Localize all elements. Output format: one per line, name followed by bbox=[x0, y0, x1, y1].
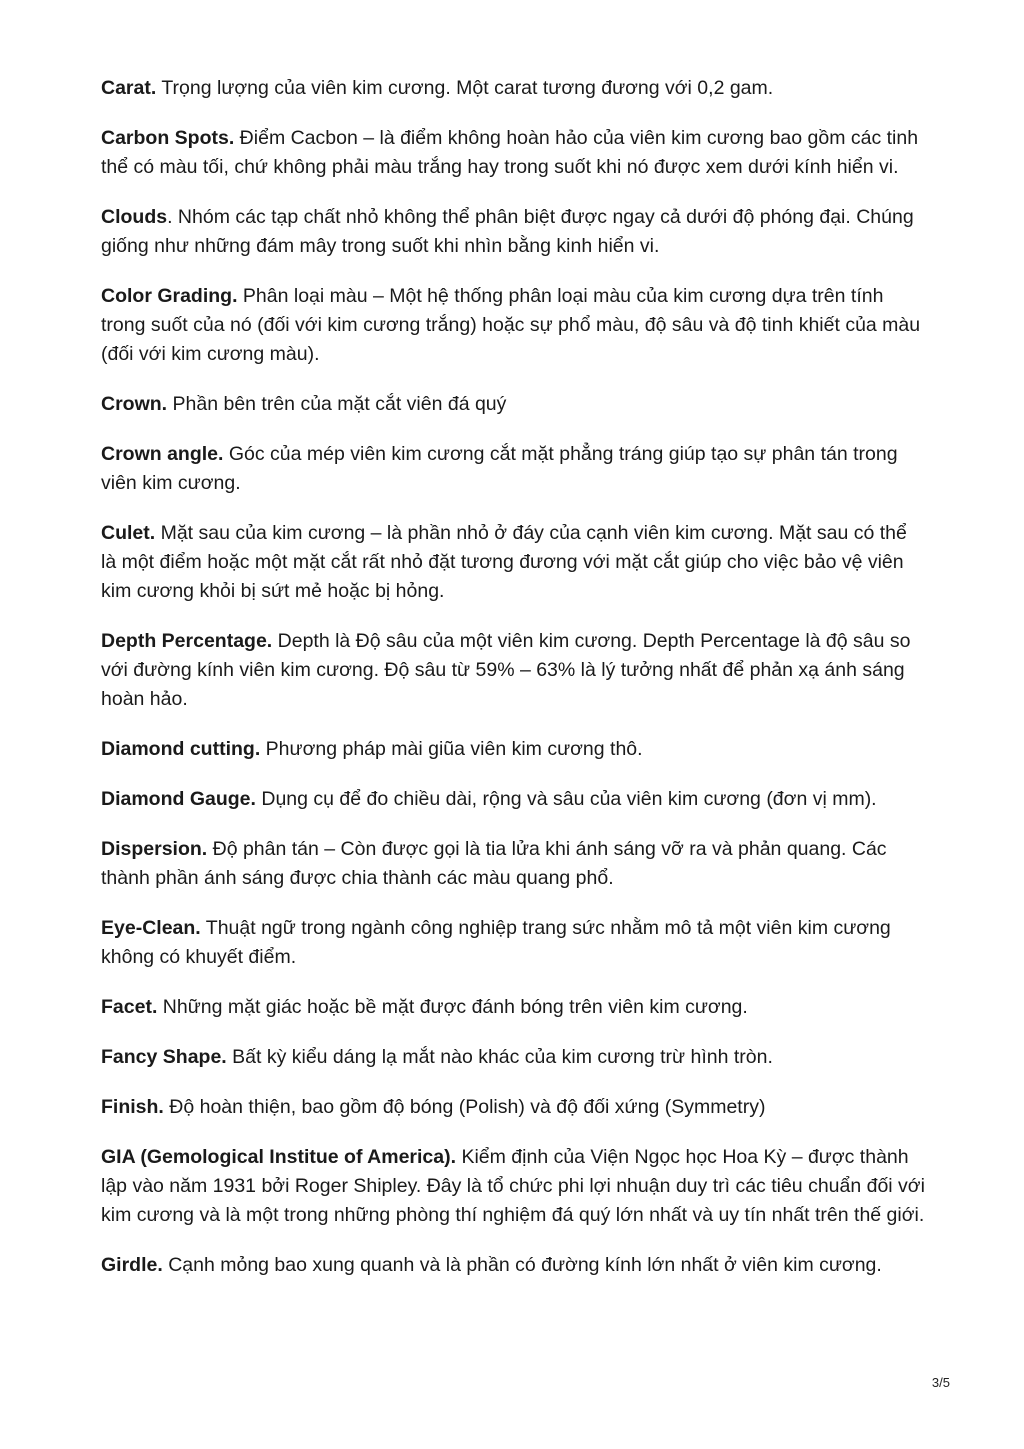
glossary-entry-clouds bbox=[101, 203, 925, 261]
glossary-list bbox=[101, 74, 925, 1301]
glossary-term: Color Grading. bbox=[101, 285, 238, 307]
glossary-term: Diamond cutting. bbox=[101, 738, 261, 760]
glossary-entry-color-grading bbox=[101, 282, 925, 369]
glossary-definition: Phương pháp mài giũa viên kim cương thô. bbox=[260, 738, 643, 760]
glossary-term: Facet. bbox=[101, 996, 158, 1018]
glossary-term: GIA (Gemological Institue of America). bbox=[101, 1146, 457, 1168]
glossary-term: Finish. bbox=[101, 1096, 164, 1118]
glossary-definition: . Nhóm các tạp chất nhỏ không thể phân biệt được ngay cả dưới độ phóng đại. Chúng giống như những đám mây trong suốt khi nhìn bằng kinh hiển vi. bbox=[101, 206, 914, 257]
glossary-entry-diamond-cutting bbox=[101, 735, 925, 764]
glossary-term: Crown angle. bbox=[101, 443, 224, 465]
glossary-definition: Phần bên trên của mặt cắt viên đá quý bbox=[167, 393, 507, 415]
glossary-entry-finish bbox=[101, 1093, 925, 1122]
glossary-term: Crown. bbox=[101, 393, 168, 415]
glossary-entry-diamond-gauge bbox=[101, 785, 925, 814]
glossary-term: Dispersion. bbox=[101, 838, 208, 860]
glossary-entry-fancy-shape bbox=[101, 1043, 925, 1072]
glossary-term: Carat. bbox=[101, 77, 157, 99]
glossary-definition: Depth là Độ sâu của một viên kim cương. Depth Percentage là độ sâu so với đường kính viên kim cương. Độ sâu từ 59% – 63% là lý tưởng nhất để phản xạ ánh sáng hoàn hảo. bbox=[101, 630, 911, 710]
glossary-term: Fancy Shape. bbox=[101, 1046, 227, 1068]
glossary-definition: Trọng lượng của viên kim cương. Một carat tương đương với 0,2 gam. bbox=[156, 77, 774, 99]
glossary-entry-depth-percentage bbox=[101, 627, 925, 714]
glossary-entry-crown-angle bbox=[101, 440, 925, 498]
glossary-definition: Dụng cụ để đo chiều dài, rộng và sâu của viên kim cương (đơn vị mm). bbox=[255, 788, 877, 810]
glossary-definition: Độ phân tán – Còn được gọi là tia lửa khi ánh sáng vỡ ra và phản quang. Các thành phần ánh sáng được chia thành các màu quang phổ. bbox=[101, 838, 887, 889]
page-number: 3/5 bbox=[931, 1375, 950, 1390]
glossary-definition: Thuật ngữ trong ngành công nghiệp trang sức nhằm mô tả một viên kim cương không có khuyết điểm. bbox=[101, 917, 891, 968]
glossary-definition: Độ hoàn thiện, bao gồm độ bóng (Polish) và độ đối xứng (Symmetry) bbox=[163, 1096, 766, 1118]
glossary-term: Carbon Spots. bbox=[101, 127, 235, 149]
glossary-definition: Cạnh mỏng bao xung quanh và là phần có đường kính lớn nhất ở viên kim cương. bbox=[162, 1254, 882, 1276]
glossary-entry-carat bbox=[101, 74, 925, 103]
glossary-definition: Kiểm định của Viện Ngọc học Hoa Kỳ – được thành lập vào năm 1931 bởi Roger Shipley. Đây là tổ chức phi lợi nhuận duy trì các tiêu chuẩn đối với kim cương và là một trong những phòng thí nghiệm đá quý lớn nhất và uy tín nhất trên thế giới. bbox=[101, 1146, 925, 1226]
glossary-term: Depth Percentage. bbox=[101, 630, 273, 652]
glossary-definition: Góc của mép viên kim cương cắt mặt phẳng tráng giúp tạo sự phân tán trong viên kim cương. bbox=[101, 443, 898, 494]
glossary-definition: Những mặt giác hoặc bề mặt được đánh bóng trên viên kim cương. bbox=[157, 996, 748, 1018]
glossary-definition: Phân loại màu – Một hệ thống phân loại màu của kim cương dựa trên tính trong suốt của nó (đối với kim cương trắng) hoặc sự phổ màu, độ sâu và độ tinh khiết của màu (đối với kim cương màu). bbox=[101, 285, 921, 365]
glossary-term: Clouds bbox=[101, 206, 168, 228]
glossary-definition: Bất kỳ kiểu dáng lạ mắt nào khác của kim cương trừ hình tròn. bbox=[226, 1046, 773, 1068]
glossary-entry-culet bbox=[101, 519, 925, 606]
glossary-entry-carbon-spots bbox=[101, 124, 925, 182]
glossary-entry-facet bbox=[101, 993, 925, 1022]
glossary-entry-gia bbox=[101, 1143, 925, 1230]
glossary-term: Girdle. bbox=[101, 1254, 163, 1276]
glossary-definition: Mặt sau của kim cương – là phần nhỏ ở đáy của cạnh viên kim cương. Mặt sau có thể là một điểm hoặc một mặt cắt rất nhỏ đặt tương đương với mặt cắt giúp cho việc bảo vệ viên kim cương khỏi bị sứt mẻ hoặc bị hỏng. bbox=[101, 522, 907, 602]
glossary-entry-crown bbox=[101, 390, 925, 419]
glossary-term: Eye-Clean. bbox=[101, 917, 201, 939]
glossary-entry-dispersion bbox=[101, 835, 925, 893]
glossary-entry-eye-clean bbox=[101, 914, 925, 972]
glossary-definition: Điểm Cacbon – là điểm không hoàn hảo của viên kim cương bao gồm các tinh thể có màu tối, chứ không phải màu trắng hay trong suốt khi nó được xem dưới kính hiển vi. bbox=[101, 127, 919, 178]
glossary-term: Culet. bbox=[101, 522, 156, 544]
glossary-entry-girdle bbox=[101, 1251, 925, 1280]
glossary-term: Diamond Gauge. bbox=[101, 788, 256, 810]
